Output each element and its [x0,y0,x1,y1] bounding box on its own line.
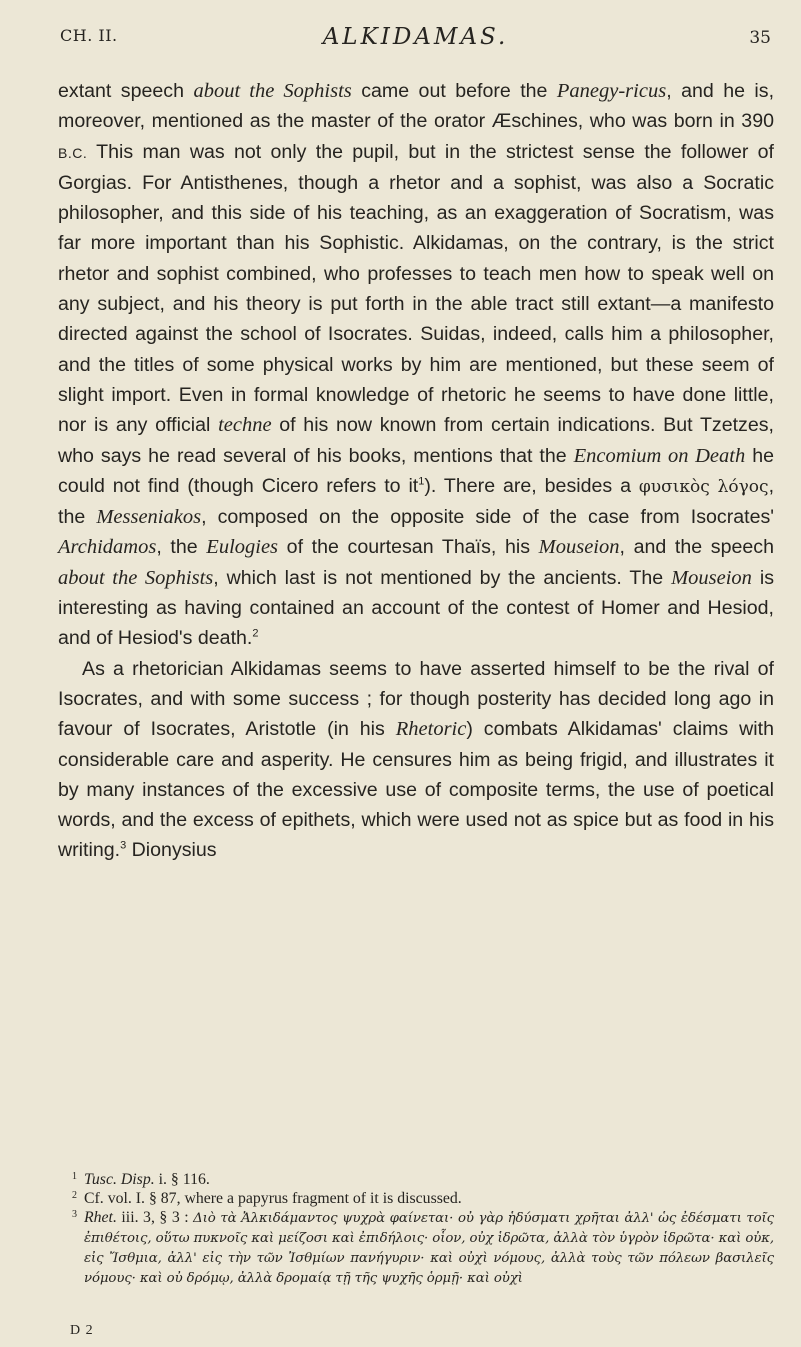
footnote-marker: 1 [72,1171,77,1182]
work-title: Mouseion [671,566,752,589]
text-run: , composed on the opposite side of the case from Isocrates' [201,506,774,529]
paragraph [58,76,774,654]
text-run: ). There are, besides a [424,474,639,497]
text-run: extant speech [58,80,194,102]
term: techne [218,414,272,437]
era-abbrev: B.C. [58,144,88,161]
text-run: This man was not only the pupil, but in the strictest sense the follower of Gorgias. For Antisthenes, though a rhetor and a sophist, was also a Socratic philosopher, and this side of his teaching, as an exaggeration of Socratism, was far more important than his Sophistic. Alkidamas, on the contrary, is the strict rhetor and sophist combined, who professes to teach men how to speak well on any subject, and his theory is put forth in the able tract still extant—a manifesto directed against the school of Isocrates. Suidas, indeed, calls him a philosopher, and the titles of some physical works by him are mentioned, but these seem of slight import. Even in formal knowledge of rhetoric he seems to have done little, nor is any official [58,140,774,437]
text-run: i. § 116. [154,1171,210,1188]
footnote-ref: 3 [120,839,127,852]
text-run: , the [156,536,207,559]
text-run: , which last is not mentioned by the ancients. The [213,566,672,589]
text-run: of his now known from certain indications. But Tzetzes, who says he read several of his books, mentions that the [58,414,774,467]
text-run: ) combats Alkidamas' claims with considerable care and asperity. He censures him as being frigid, and illustrates it by many instances of the excessive use of composite terms, the use of poetical words, and the excess of epithets, which were used not as spice but as food in his writing. [58,718,774,862]
text-run: Cf. vol. I. § 87, where a papyrus fragment of it is discussed. [84,1190,462,1207]
work-title: Tusc. Disp. [84,1171,155,1188]
work-title: Eulogies [206,536,279,559]
main-text [58,76,774,866]
work-title: about the Sophists [58,566,214,589]
greek-phrase: φυσικὸς λόγος [638,476,769,497]
work-title: Messeniakos [96,506,202,529]
text-run: , and the speech [619,536,774,559]
chapter-label: CH. II. [60,26,118,45]
work-title: Rhet. [84,1209,117,1226]
work-title: Panegy-ricus [556,80,667,102]
footnote-ref: 1 [418,475,425,488]
text-run: he could not find (though Cicero refers to it [58,444,775,497]
page-number: 35 [749,28,771,48]
footnote-marker: 2 [72,1190,77,1201]
work-title: Archidamos [58,536,157,559]
text-run: iii. 3, § 3 : [116,1209,194,1226]
work-title: Rhetoric [395,718,467,741]
footnote-ref: 2 [252,627,259,640]
footnote [58,1208,774,1288]
greek-quotation: Διὸ τὰ Ἀλκιδάμαντος ψυχρὰ φαίνεται· οὐ γὰρ ἡδύσματι χρῆται ἀλλ' ὡς ἐδέσματι τοῖς ἐπιθέτοις, οὕτω πυκνοῖς καὶ μείζοσι καὶ ἐπιδήλοις· οἷον, οὐχ ἱδρῶτα, ἀλλὰ τὸν ὑγρὸν ἱδρῶτα· καὶ οὐκ, εἰς Ἴσθμια, ἀλλ' εἰς τὴν τῶν Ἰσθμίων πανήγυριν· καὶ οὐχὶ νόμους, ἀλλὰ τοὺς τῶν πόλεων βασιλεῖς νόμους· καὶ οὐ δρόμῳ, ἀλλὰ δρομαίᾳ τῇ τῆς ψυχῆς ὁρμῇ· καὶ οὐχὶ [84,1211,774,1286]
work-title: about the Sophists [193,80,352,102]
text-run: As a rhetorician Alkidamas seems to have asserted himself to be the rival of Isocrates, and with some success ; for though posterity has decided long ago in favour of Isocrates, Aristotle (in his [58,657,774,741]
text-run: came out before the [351,80,557,102]
footnote [58,1189,774,1208]
text-run: is interesting as having contained an account of the contest of Homer and Hesiod, and of Hesiod's death. [58,566,774,650]
work-title: Encomium on Death [573,444,746,467]
work-title: Mouseion [538,536,620,559]
footnote [58,1170,774,1189]
footnote-marker: 3 [72,1209,77,1220]
running-title: ALKIDAMAS. [322,24,509,50]
text-run: of the courtesan Thaïs, his [278,536,539,559]
text-run: Dionysius [126,839,217,862]
signature-mark: D 2 [70,1323,94,1338]
text-run: , the [58,474,775,529]
paragraph [58,654,774,866]
text-run: , and he is, moreover, mentioned as the master of the orator Æschines, who was born in 390 [58,80,775,133]
footnotes [58,1170,774,1288]
page-header [60,24,771,54]
